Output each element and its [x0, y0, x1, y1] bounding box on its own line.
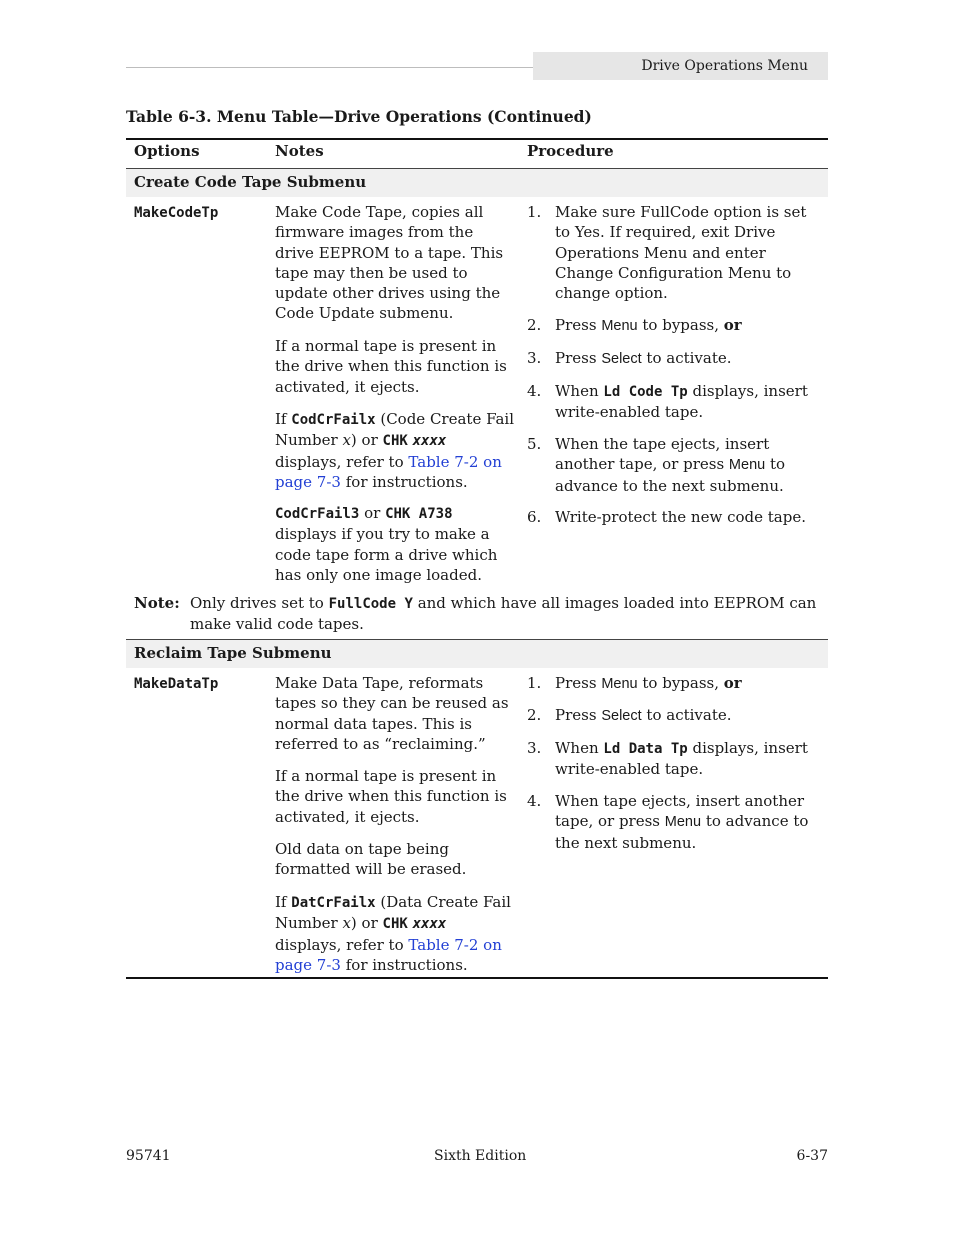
notes-paragraph: If a normal tape is present in the drive when this function is activated, it ejects. — [275, 337, 507, 396]
note-label: Note: — [134, 594, 180, 612]
notes-paragraph: Make Code Tape, copies all firmware images from the drive EEPROM to a tape. This tape may then be used to update other drives using the Code Update submenu. — [275, 203, 504, 323]
notes-paragraph: If DatCrFailx (Data Create Fail Number x) or CHK xxxx displays, refer to Table 7-2 on page 7-3 for instructions. — [275, 893, 511, 974]
footer-doc-number: 95741 — [126, 1148, 171, 1164]
notes-paragraph: Old data on tape being formatted will be erased. — [275, 840, 467, 879]
notes-paragraph: If CodCrFailx (Code Create Fail Number x) or CHK xxxx displays, refer to Table 7-2 on page 7-3 for instructions. — [275, 410, 515, 491]
step-text: When the tape ejects, insert another tape, or press Menu to advance to the next submenu. — [555, 435, 786, 495]
running-header: Drive Operations Menu — [533, 52, 828, 80]
table-7-2-link[interactable]: Table 7-2 on page 7-3 — [275, 452, 502, 491]
table-7-2-link[interactable]: Table 7-2 on page 7-3 — [275, 935, 502, 974]
step-number: 3. — [527, 739, 542, 757]
option-makecodetp: MakeCodeTp — [134, 205, 219, 221]
step-text: Press Menu to bypass, or — [555, 674, 742, 692]
step-number: 1. — [527, 203, 542, 221]
step-number: 4. — [527, 382, 542, 400]
column-header-notes: Notes — [275, 142, 324, 160]
step-number: 3. — [527, 349, 542, 367]
step-number: 6. — [527, 508, 542, 526]
step-text: When tape ejects, insert another tape, or press Menu to advance to the next submenu. — [555, 792, 809, 852]
step-number: 4. — [527, 792, 542, 810]
notes-paragraph: CodCrFail3 or CHK A738 displays if you try to make a code tape form a drive which has only one image loaded. — [275, 504, 498, 584]
column-header-options: Options — [134, 142, 200, 160]
option-makedatatp: MakeDataTp — [134, 676, 219, 692]
column-header-procedure: Procedure — [527, 142, 614, 160]
table-top-rule — [126, 138, 828, 140]
footer-edition: Sixth Edition — [434, 1148, 527, 1164]
step-text: Write-protect the new code tape. — [555, 508, 806, 526]
step-text: Press Select to activate. — [555, 349, 732, 367]
step-number: 5. — [527, 435, 542, 453]
footer-page-number: 6-37 — [796, 1148, 828, 1164]
note-text: Only drives set to FullCode Y and which have all images loaded into EEPROM can make valid code tapes. — [190, 594, 817, 634]
step-text: When Ld Data Tp displays, insert write-enabled tape. — [555, 739, 808, 779]
section-title-create-code-tape: Create Code Tape Submenu — [134, 173, 367, 191]
step-number: 1. — [527, 674, 542, 692]
step-text: Press Menu to bypass, or — [555, 316, 742, 334]
step-number: 2. — [527, 316, 542, 334]
table-caption: Table 6-3. Menu Table—Drive Operations (Continued) — [126, 107, 592, 126]
notes-paragraph: If a normal tape is present in the drive when this function is activated, it ejects. — [275, 767, 507, 826]
section-title-reclaim-tape: Reclaim Tape Submenu — [134, 644, 332, 662]
step-text: Make sure FullCode option is set to Yes. If required, exit Drive Operations Menu and enter Change Configuration Menu to change option. — [555, 203, 807, 303]
notes-paragraph: Make Data Tape, reformats tapes so they can be reused as normal data tapes. This is referred to as “reclaiming.” — [275, 674, 509, 753]
header-rule — [126, 67, 533, 68]
step-text: When Ld Code Tp displays, insert write-enabled tape. — [555, 382, 808, 422]
step-number: 2. — [527, 706, 542, 724]
table-bottom-rule — [126, 977, 828, 979]
step-text: Press Select to activate. — [555, 706, 732, 724]
